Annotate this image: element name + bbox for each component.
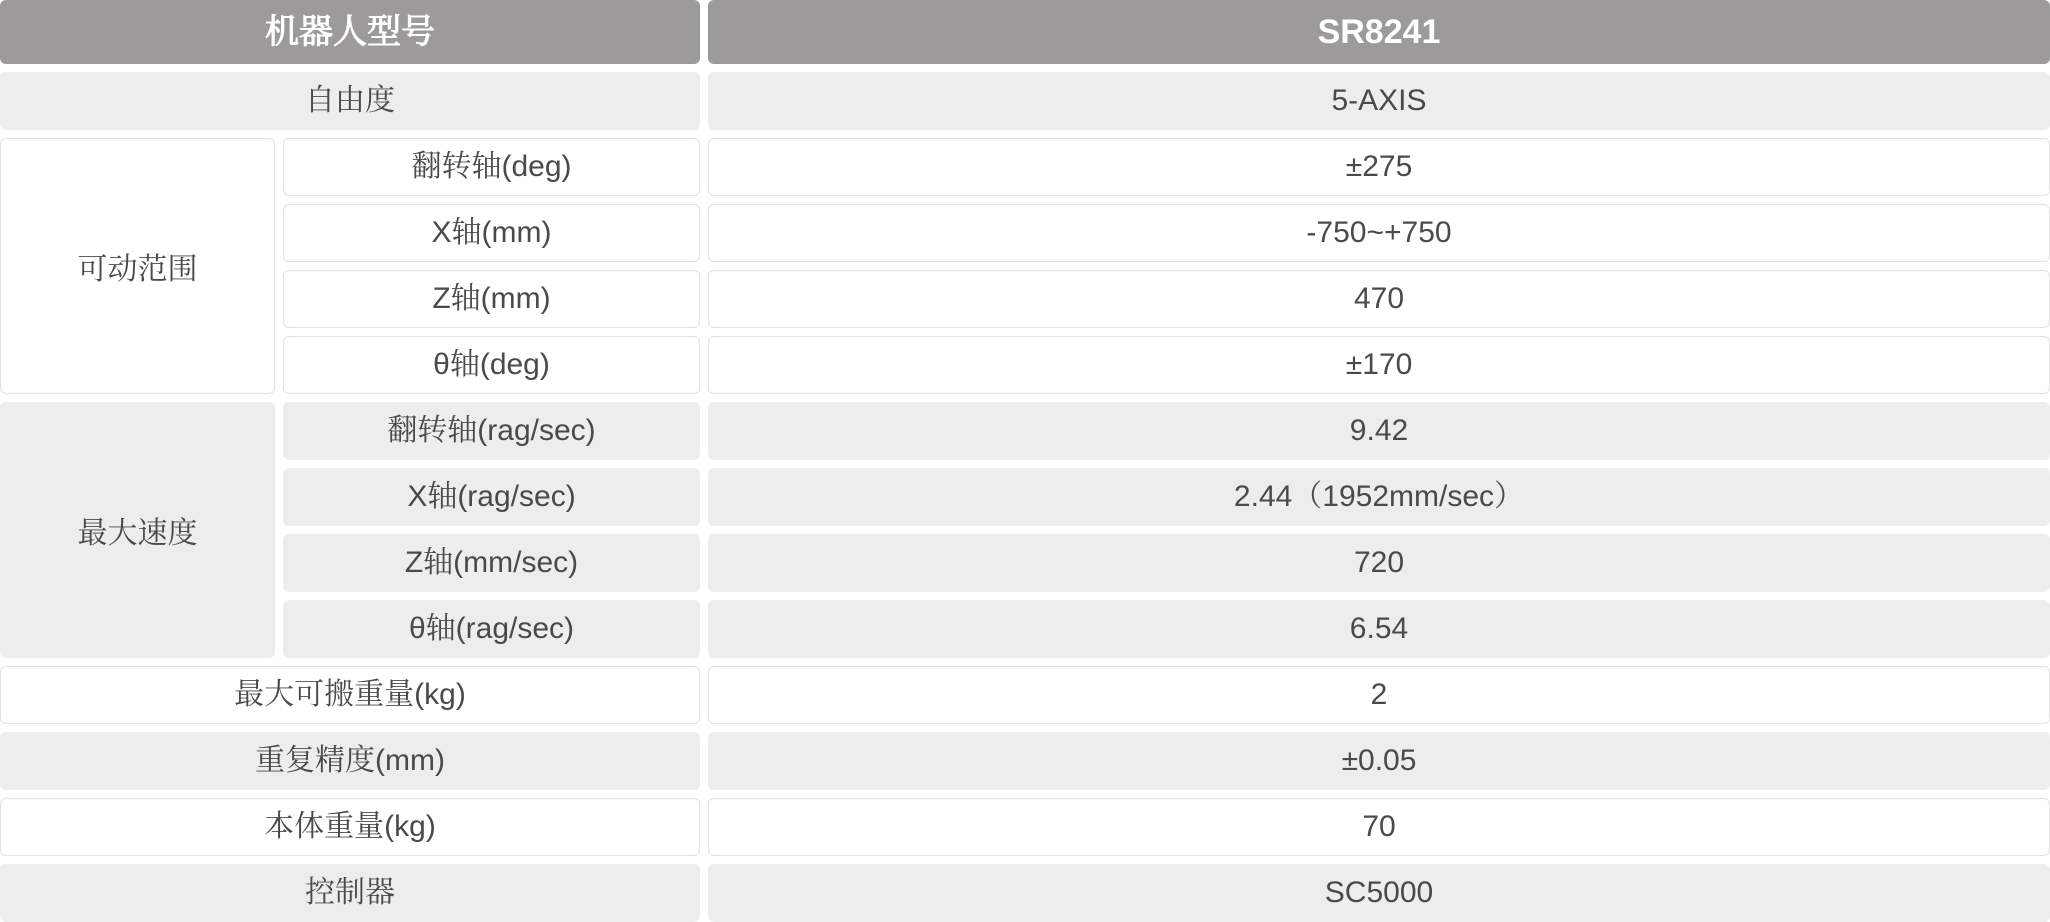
group-rows bbox=[283, 138, 2050, 394]
table-row bbox=[0, 732, 2050, 790]
row-label: Z轴(mm) bbox=[283, 270, 700, 328]
table-row bbox=[283, 600, 2050, 658]
row-label: 翻转轴(rag/sec) bbox=[283, 402, 700, 460]
table-row bbox=[283, 468, 2050, 526]
row-value: 470 bbox=[708, 270, 2050, 328]
table-row bbox=[0, 864, 2050, 922]
row-label: X轴(rag/sec) bbox=[283, 468, 700, 526]
spec-group-speed bbox=[0, 402, 2050, 658]
row-value: 6.54 bbox=[708, 600, 2050, 658]
row-label: 最大可搬重量(kg) bbox=[0, 666, 700, 724]
table-row bbox=[283, 270, 2050, 328]
table-row bbox=[283, 534, 2050, 592]
row-value: 720 bbox=[708, 534, 2050, 592]
table-row bbox=[0, 72, 2050, 130]
header-value: SR8241 bbox=[708, 0, 2050, 64]
header-label: 机器人型号 bbox=[0, 0, 700, 64]
spec-group-range bbox=[0, 138, 2050, 394]
row-value: 2 bbox=[708, 666, 2050, 724]
row-label: 本体重量(kg) bbox=[0, 798, 700, 856]
row-label: θ轴(deg) bbox=[283, 336, 700, 394]
row-value: ±170 bbox=[708, 336, 2050, 394]
row-value: 5-AXIS bbox=[708, 72, 2050, 130]
row-label: 控制器 bbox=[0, 864, 700, 922]
row-label: 重复精度(mm) bbox=[0, 732, 700, 790]
group-label: 可动范围 bbox=[0, 138, 275, 394]
group-label: 最大速度 bbox=[0, 402, 275, 658]
row-value: SC5000 bbox=[708, 864, 2050, 922]
table-row bbox=[283, 402, 2050, 460]
table-header-row bbox=[0, 0, 2050, 64]
row-label: θ轴(rag/sec) bbox=[283, 600, 700, 658]
table-row bbox=[283, 204, 2050, 262]
row-label: 翻转轴(deg) bbox=[283, 138, 700, 196]
row-value: -750~+750 bbox=[708, 204, 2050, 262]
table-row bbox=[0, 798, 2050, 856]
table-row bbox=[283, 138, 2050, 196]
group-rows bbox=[283, 402, 2050, 658]
row-value: 2.44（1952mm/sec） bbox=[708, 468, 2050, 526]
row-label: 自由度 bbox=[0, 72, 700, 130]
table-row bbox=[283, 336, 2050, 394]
row-value: 9.42 bbox=[708, 402, 2050, 460]
row-value: ±275 bbox=[708, 138, 2050, 196]
row-value: 70 bbox=[708, 798, 2050, 856]
row-label: X轴(mm) bbox=[283, 204, 700, 262]
row-value: ±0.05 bbox=[708, 732, 2050, 790]
table-row bbox=[0, 666, 2050, 724]
row-label: Z轴(mm/sec) bbox=[283, 534, 700, 592]
